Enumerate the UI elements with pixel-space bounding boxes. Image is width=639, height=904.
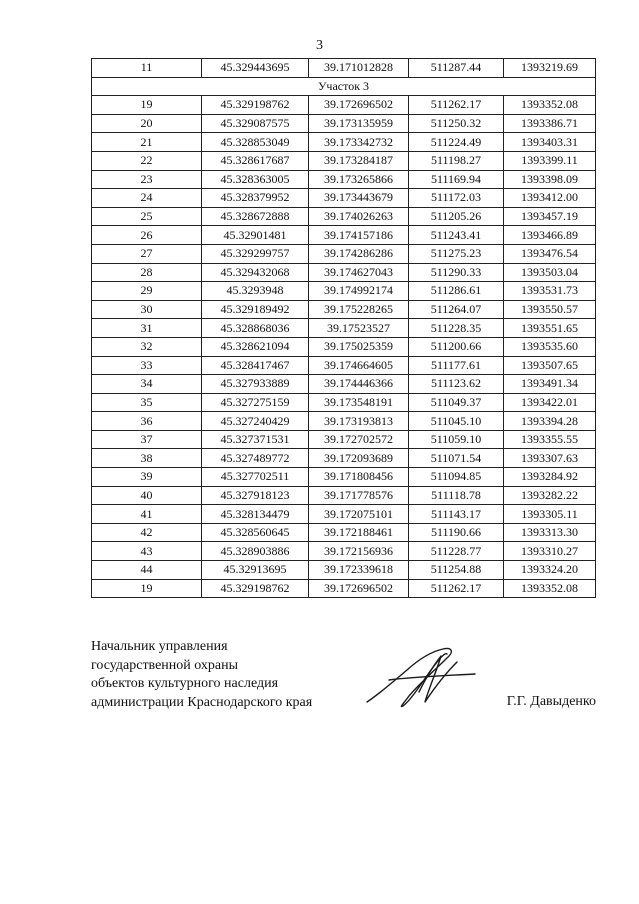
table-row bbox=[92, 430, 596, 449]
signature-block bbox=[91, 638, 596, 718]
y-coordinate-cell: 1393491.34 bbox=[504, 375, 596, 394]
table-row bbox=[92, 542, 596, 561]
latitude-cell: 45.327918123 bbox=[202, 486, 309, 505]
y-coordinate-cell: 1393399.11 bbox=[504, 151, 596, 170]
table-row bbox=[92, 207, 596, 226]
longitude-cell: 39.171012828 bbox=[309, 59, 409, 78]
point-number-cell: 19 bbox=[92, 96, 202, 115]
y-coordinate-cell: 1393352.08 bbox=[504, 579, 596, 598]
point-number-cell: 27 bbox=[92, 244, 202, 263]
table-row bbox=[92, 468, 596, 487]
x-coordinate-cell: 511262.17 bbox=[409, 579, 504, 598]
x-coordinate-cell: 511228.35 bbox=[409, 319, 504, 338]
latitude-cell: 45.328417467 bbox=[202, 356, 309, 375]
table-row bbox=[92, 561, 596, 580]
y-coordinate-cell: 1393535.60 bbox=[504, 337, 596, 356]
x-coordinate-cell: 511262.17 bbox=[409, 96, 504, 115]
longitude-cell: 39.174026263 bbox=[309, 207, 409, 226]
point-number-cell: 32 bbox=[92, 337, 202, 356]
latitude-cell: 45.328672888 bbox=[202, 207, 309, 226]
y-coordinate-cell: 1393403.31 bbox=[504, 133, 596, 152]
table-row bbox=[92, 244, 596, 263]
point-number-cell: 31 bbox=[92, 319, 202, 338]
point-number-cell: 37 bbox=[92, 430, 202, 449]
y-coordinate-cell: 1393550.57 bbox=[504, 300, 596, 319]
latitude-cell: 45.328560645 bbox=[202, 523, 309, 542]
latitude-cell: 45.327371531 bbox=[202, 430, 309, 449]
longitude-cell: 39.172156936 bbox=[309, 542, 409, 561]
point-number-cell: 19 bbox=[92, 579, 202, 598]
official-name: Г.Г. Давыденко bbox=[506, 694, 596, 709]
latitude-cell: 45.329432068 bbox=[202, 263, 309, 282]
y-coordinate-cell: 1393503.04 bbox=[504, 263, 596, 282]
longitude-cell: 39.17523527 bbox=[309, 319, 409, 338]
latitude-cell: 45.329443695 bbox=[202, 59, 309, 78]
y-coordinate-cell: 1393507.65 bbox=[504, 356, 596, 375]
point-number-cell: 43 bbox=[92, 542, 202, 561]
latitude-cell: 45.328621094 bbox=[202, 337, 309, 356]
official-title-line: объектов культурного наследия bbox=[91, 676, 279, 691]
point-number-cell: 20 bbox=[92, 114, 202, 133]
y-coordinate-cell: 1393398.09 bbox=[504, 170, 596, 189]
handwritten-signature bbox=[359, 644, 479, 714]
latitude-cell: 45.328853049 bbox=[202, 133, 309, 152]
x-coordinate-cell: 511243.41 bbox=[409, 226, 504, 245]
y-coordinate-cell: 1393422.01 bbox=[504, 393, 596, 412]
x-coordinate-cell: 511205.26 bbox=[409, 207, 504, 226]
x-coordinate-cell: 511094.85 bbox=[409, 468, 504, 487]
y-coordinate-cell: 1393476.54 bbox=[504, 244, 596, 263]
latitude-cell: 45.328868036 bbox=[202, 319, 309, 338]
longitude-cell: 39.174992174 bbox=[309, 282, 409, 301]
y-coordinate-cell: 1393412.00 bbox=[504, 189, 596, 208]
table-row bbox=[92, 282, 596, 301]
y-coordinate-cell: 1393466.89 bbox=[504, 226, 596, 245]
table-row bbox=[92, 114, 596, 133]
y-coordinate-cell: 1393282.22 bbox=[504, 486, 596, 505]
table-row bbox=[92, 486, 596, 505]
longitude-cell: 39.171808456 bbox=[309, 468, 409, 487]
y-coordinate-cell: 1393219.69 bbox=[504, 59, 596, 78]
x-coordinate-cell: 511200.66 bbox=[409, 337, 504, 356]
latitude-cell: 45.327275159 bbox=[202, 393, 309, 412]
latitude-cell: 45.329299757 bbox=[202, 244, 309, 263]
latitude-cell: 45.328617687 bbox=[202, 151, 309, 170]
y-coordinate-cell: 1393355.55 bbox=[504, 430, 596, 449]
point-number-cell: 36 bbox=[92, 412, 202, 431]
x-coordinate-cell: 511290.33 bbox=[409, 263, 504, 282]
x-coordinate-cell: 511275.23 bbox=[409, 244, 504, 263]
point-number-cell: 42 bbox=[92, 523, 202, 542]
table-row bbox=[92, 375, 596, 394]
x-coordinate-cell: 511118.78 bbox=[409, 486, 504, 505]
y-coordinate-cell: 1393310.27 bbox=[504, 542, 596, 561]
y-coordinate-cell: 1393394.28 bbox=[504, 412, 596, 431]
point-number-cell: 29 bbox=[92, 282, 202, 301]
y-coordinate-cell: 1393313.30 bbox=[504, 523, 596, 542]
x-coordinate-cell: 511071.54 bbox=[409, 449, 504, 468]
table-row bbox=[92, 59, 596, 78]
x-coordinate-cell: 511123.62 bbox=[409, 375, 504, 394]
longitude-cell: 39.174446366 bbox=[309, 375, 409, 394]
y-coordinate-cell: 1393307.63 bbox=[504, 449, 596, 468]
table-row bbox=[92, 133, 596, 152]
longitude-cell: 39.174627043 bbox=[309, 263, 409, 282]
longitude-cell: 39.172702572 bbox=[309, 430, 409, 449]
longitude-cell: 39.173443679 bbox=[309, 189, 409, 208]
point-number-cell: 25 bbox=[92, 207, 202, 226]
latitude-cell: 45.328903886 bbox=[202, 542, 309, 561]
latitude-cell: 45.327489772 bbox=[202, 449, 309, 468]
table-row bbox=[92, 523, 596, 542]
table-row bbox=[92, 263, 596, 282]
point-number-cell: 41 bbox=[92, 505, 202, 524]
table-row bbox=[92, 337, 596, 356]
longitude-cell: 39.174286286 bbox=[309, 244, 409, 263]
latitude-cell: 45.328363005 bbox=[202, 170, 309, 189]
official-title-line: администрации Краснодарского края bbox=[91, 694, 313, 710]
longitude-cell: 39.172093689 bbox=[309, 449, 409, 468]
table-row bbox=[92, 449, 596, 468]
table-row bbox=[92, 319, 596, 338]
table-row bbox=[92, 505, 596, 524]
coordinates-table bbox=[91, 58, 596, 598]
point-number-cell: 11 bbox=[92, 59, 202, 78]
latitude-cell: 45.3293948 bbox=[202, 282, 309, 301]
point-number-cell: 21 bbox=[92, 133, 202, 152]
table-row bbox=[92, 151, 596, 170]
point-number-cell: 35 bbox=[92, 393, 202, 412]
longitude-cell: 39.175025359 bbox=[309, 337, 409, 356]
point-number-cell: 30 bbox=[92, 300, 202, 319]
coordinates-table-body bbox=[92, 59, 596, 598]
longitude-cell: 39.172188461 bbox=[309, 523, 409, 542]
x-coordinate-cell: 511172.03 bbox=[409, 189, 504, 208]
table-row bbox=[92, 412, 596, 431]
x-coordinate-cell: 511250.32 bbox=[409, 114, 504, 133]
x-coordinate-cell: 511143.17 bbox=[409, 505, 504, 524]
table-row bbox=[92, 300, 596, 319]
point-number-cell: 40 bbox=[92, 486, 202, 505]
longitude-cell: 39.174664605 bbox=[309, 356, 409, 375]
longitude-cell: 39.172075101 bbox=[309, 505, 409, 524]
point-number-cell: 26 bbox=[92, 226, 202, 245]
official-title-line: Начальник управления bbox=[91, 639, 228, 654]
longitude-cell: 39.172696502 bbox=[309, 579, 409, 598]
x-coordinate-cell: 511049.37 bbox=[409, 393, 504, 412]
point-number-cell: 22 bbox=[92, 151, 202, 170]
longitude-cell: 39.175228265 bbox=[309, 300, 409, 319]
table-row bbox=[92, 170, 596, 189]
y-coordinate-cell: 1393305.11 bbox=[504, 505, 596, 524]
official-title-line: государственной охраны bbox=[91, 657, 239, 673]
longitude-cell: 39.172696502 bbox=[309, 96, 409, 115]
y-coordinate-cell: 1393284.92 bbox=[504, 468, 596, 487]
x-coordinate-cell: 511287.44 bbox=[409, 59, 504, 78]
x-coordinate-cell: 511169.94 bbox=[409, 170, 504, 189]
table-row bbox=[92, 189, 596, 208]
page-number: 3 bbox=[316, 38, 323, 53]
x-coordinate-cell: 511045.10 bbox=[409, 412, 504, 431]
point-number-cell: 23 bbox=[92, 170, 202, 189]
latitude-cell: 45.329198762 bbox=[202, 579, 309, 598]
y-coordinate-cell: 1393551.65 bbox=[504, 319, 596, 338]
latitude-cell: 45.328134479 bbox=[202, 505, 309, 524]
latitude-cell: 45.32901481 bbox=[202, 226, 309, 245]
x-coordinate-cell: 511059.10 bbox=[409, 430, 504, 449]
x-coordinate-cell: 511190.66 bbox=[409, 523, 504, 542]
x-coordinate-cell: 511228.77 bbox=[409, 542, 504, 561]
point-number-cell: 33 bbox=[92, 356, 202, 375]
y-coordinate-cell: 1393457.19 bbox=[504, 207, 596, 226]
y-coordinate-cell: 1393352.08 bbox=[504, 96, 596, 115]
table-row bbox=[92, 393, 596, 412]
table-row bbox=[92, 356, 596, 375]
table-row bbox=[92, 579, 596, 598]
longitude-cell: 39.173193813 bbox=[309, 412, 409, 431]
x-coordinate-cell: 511254.88 bbox=[409, 561, 504, 580]
y-coordinate-cell: 1393386.71 bbox=[504, 114, 596, 133]
latitude-cell: 45.329198762 bbox=[202, 96, 309, 115]
x-coordinate-cell: 511177.61 bbox=[409, 356, 504, 375]
longitude-cell: 39.173342732 bbox=[309, 133, 409, 152]
point-number-cell: 39 bbox=[92, 468, 202, 487]
longitude-cell: 39.173135959 bbox=[309, 114, 409, 133]
latitude-cell: 45.327933889 bbox=[202, 375, 309, 394]
y-coordinate-cell: 1393324.20 bbox=[504, 561, 596, 580]
point-number-cell: 28 bbox=[92, 263, 202, 282]
longitude-cell: 39.174157186 bbox=[309, 226, 409, 245]
longitude-cell: 39.173284187 bbox=[309, 151, 409, 170]
latitude-cell: 45.328379952 bbox=[202, 189, 309, 208]
y-coordinate-cell: 1393531.73 bbox=[504, 282, 596, 301]
table-row bbox=[92, 96, 596, 115]
longitude-cell: 39.173548191 bbox=[309, 393, 409, 412]
point-number-cell: 44 bbox=[92, 561, 202, 580]
longitude-cell: 39.171778576 bbox=[309, 486, 409, 505]
section-label: Участок 3 bbox=[92, 77, 596, 96]
point-number-cell: 24 bbox=[92, 189, 202, 208]
x-coordinate-cell: 511264.07 bbox=[409, 300, 504, 319]
x-coordinate-cell: 511198.27 bbox=[409, 151, 504, 170]
x-coordinate-cell: 511224.49 bbox=[409, 133, 504, 152]
point-number-cell: 34 bbox=[92, 375, 202, 394]
latitude-cell: 45.327702511 bbox=[202, 468, 309, 487]
x-coordinate-cell: 511286.61 bbox=[409, 282, 504, 301]
latitude-cell: 45.32913695 bbox=[202, 561, 309, 580]
latitude-cell: 45.329087575 bbox=[202, 114, 309, 133]
table-row bbox=[92, 226, 596, 245]
section-header-row bbox=[92, 77, 596, 96]
point-number-cell: 38 bbox=[92, 449, 202, 468]
longitude-cell: 39.173265866 bbox=[309, 170, 409, 189]
latitude-cell: 45.329189492 bbox=[202, 300, 309, 319]
longitude-cell: 39.172339618 bbox=[309, 561, 409, 580]
latitude-cell: 45.327240429 bbox=[202, 412, 309, 431]
official-title bbox=[91, 638, 312, 712]
